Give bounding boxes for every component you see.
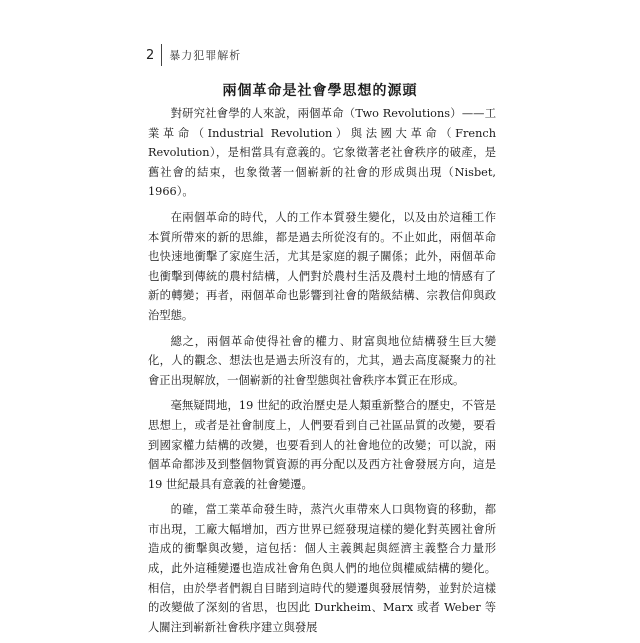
running-header [146, 44, 241, 66]
paragraph-5: 的確，當工業革命發生時，蒸汽火車帶來人口與物資的移動，都市出現，工廠大幅增加，西方世界已經發現這樣的變化對英國社會所造成的衝擊與改變，這包括：個人主義興起與經濟主義整合力量形成，此外這種變遷也造成社會角色與人們的地位與權威結構的變化。相信，由於學者們親自目睹到這時代的變遷與發展情勢，並對於這樣的改變做了深刻的省思，也因此 Durkheim、Marx 或者 Weber 等人關注到嶄新社會秩序建立與發展 [148, 503, 496, 634]
section-title: 兩個革命是社會學思想的源頭 [222, 83, 418, 99]
body-text [148, 104, 496, 643]
paragraph-3: 總之，兩個革命使得社會的權力、財富與地位結構發生巨大變化，人的觀念、想法也是過去所沒有的，尤其，過去高度凝聚力的社會正出現解放，一個嶄新的社會型態與社會秩序本質正在形成。 [148, 334, 496, 387]
book-title: 暴力犯罪解析 [169, 49, 242, 62]
paragraph-2: 在兩個革命的時代，人的工作本質發生變化，以及由於這種工作本質所帶來的新的思維，都是過去所從沒有的。不止如此，兩個革命也快速地衝擊了家庭生活，尤其是家庭的親子關係；此外，兩個革命也衝擊到傳統的農村結構，人們對於農村生活及農村土地的情感有了新的轉變；再者，兩個革命也影響到社會的階級結構、宗教信仰與政治型態。 [148, 210, 496, 322]
header-divider [161, 44, 162, 66]
paragraph-4: 毫無疑問地，19 世紀的政治歷史是人類重新整合的歷史，不管是思想上，或者是社會制度上，人們要看到自己社區品質的改變，要看到國家權力結構的改變，也要看到人的社會地位的改變；可以說，兩個革命都涉及到整個物質資源的再分配以及西方社會發展方向，這是 19 世紀最具有意義的社會變遷。 [148, 399, 496, 491]
page-number: 2 [146, 47, 155, 63]
paragraph-1: 對研究社會學的人來說，兩個革命（Two Revolutions）——工業革命（Industrial Revolution）與法國大革命（French Revolution），是相當具有意義的。它象徵著老社會秩序的破產，是舊社會的結束，也象徵著一個嶄新的社會的形成與出現（Nisbet, 1966）。 [148, 107, 496, 199]
